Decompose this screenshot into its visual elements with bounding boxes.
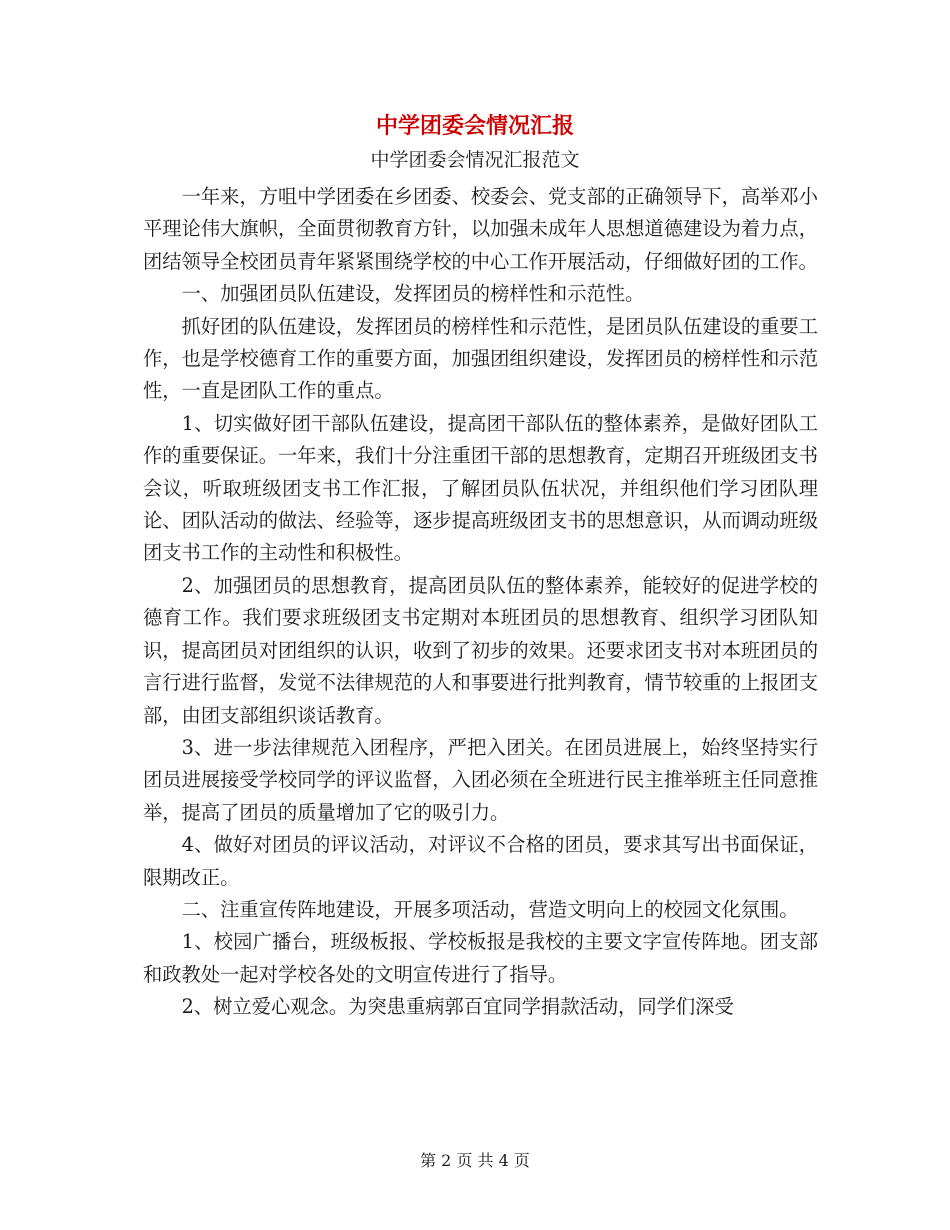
page-footer: 第 2 页 共 4 页: [420, 1151, 530, 1170]
section-heading: 一、加强团员队伍建设，发挥团员的榜样性和示范性。: [181, 282, 645, 306]
document-subtitle: 中学团委会情况汇报范文: [370, 149, 580, 171]
paragraph: 1、切实做好团干部队伍建设，提高团干部队伍的整体素养，是做好团队工作的重要保证。一年来，我们十分注重团干部的思想教育，定期召开班级团支书会议，听取班级团支书工作汇报，了解团员队伍状况，并组织他们学习团队理论、团队活动的做法、经验等，逐步提高班级团支书的思想意识，从而调动班级团支书工作的主动性和积极性。: [143, 411, 818, 565]
document-title: 中学团委会情况汇报: [375, 113, 574, 139]
section-heading: 二、注重宣传阵地建设，开展多项活动，营造文明向上的校园文化氛围。: [181, 897, 799, 921]
paragraph: 2、树立爱心观念。为突患重病郭百宜同学捐款活动，同学们深受: [181, 995, 734, 1019]
paragraph: 1、校园广播台，班级板报、学校板报是我校的主要文字宣传阵地。团支部和政教处一起对学校各处的文明宣传进行了指导。: [143, 930, 818, 986]
paragraph: 一年来，方咀中学团委在乡团委、校委会、党支部的正确领导下，高举邓小平理论伟大旗帜，全面贯彻教育方针，以加强未成年人思想道德建设为着力点，团结领导全校团员青年紧紧围绕学校的中心工作开展活动，仔细做好团的工作。: [143, 185, 818, 273]
paragraph: 抓好团的队伍建设，发挥团员的榜样性和示范性，是团员队伍建设的重要工作，也是学校德育工作的重要方面，加强团组织建设，发挥团员的榜样性和示范性，一直是团队工作的重点。: [143, 314, 818, 403]
paragraph: 4、做好对团员的评议活动，对评议不合格的团员，要求其写出书面保证，限期改正。: [143, 833, 818, 889]
paragraph: 3、进一步法律规范入团程序，严把入团关。在团员进展上，始终坚持实行团员进展接受学校同学的评议监督，入团必须在全班进行民主推举班主任同意推举，提高了团员的质量增加了它的吸引力。: [143, 735, 818, 824]
document-body: [143, 181, 818, 1024]
paragraph: 2、加强团员的思想教育，提高团员队伍的整体素养，能较好的促进学校的德育工作。我们要求班级团支书定期对本班团员的思想教育、组织学习团队知识，提高团员对团组织的认识，收到了初步的效果。还要求团支书对本班团员的言行进行监督，发觉不法律规范的人和事要进行批判教育，情节较重的上报团支部，由团支部组织谈话教育。: [143, 573, 818, 727]
